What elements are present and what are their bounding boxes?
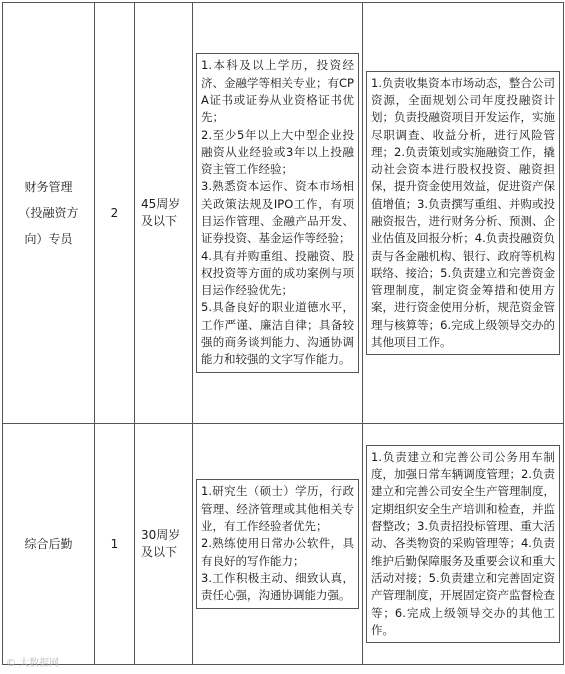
requirements-text: 1.研究生（硕士）学历，行政管理、经济管理或其他相关专业，有工作经验者优先； 2.熟练使用日常办公软件，具有良好的写作能力； 3.工作积极主动、细致认真，责任心强，沟通协调能力强。	[196, 479, 359, 608]
duties-text: 1.负责建立和完善公司公务用车制度，加强日常车辆调度管理；2.负责建立和完善公司安全生产管理制度，定期组织安全生产培训和检查，并监督整改；3.负责招投标管理、重大活动、各类物资的采购管理等；4.负责维护后勤保障服务及重要会议和重大活动对接；5.负责建立和完善固定资产管理制度，开展固定资产监督检查等；6.完成上级领导交办的其他工作。	[366, 445, 560, 643]
age-cell	[135, 424, 193, 665]
age-line: 45周岁	[141, 197, 181, 211]
position-cell	[3, 3, 95, 424]
requirements-text: 1.本科及以上学历，投资经济、金融学等相关专业；有CPA证书或证券从业资格证书优先； 2.至少5年以上大中型企业投融资从业经验或3年以上投融资主管工作经验； 3.熟悉资本运作、资本市场相关政策法规及IPO工作，有项目运作管理、金融产品开发、证券投资、基金运作等经验； 4.具有并购重组、投融资、股权投资等方面的成功案例与项目运作经验优先； 5.具备良好的职业道德水平，工作严谨、廉洁自律；具备较强的商务谈判能力、沟通协调能力和较强的文字写作能力。	[196, 53, 359, 372]
position-line: 向）专员	[24, 232, 73, 246]
age-cell	[135, 3, 193, 424]
age-line: 30周岁	[141, 528, 181, 542]
requirements-cell	[193, 424, 363, 665]
table-row	[3, 424, 564, 665]
position-line: 财务管理	[24, 180, 73, 194]
requirements-cell	[193, 3, 363, 424]
headcount-cell	[95, 424, 135, 665]
watermark: © 大数据网	[6, 658, 60, 669]
headcount-value: 1	[110, 537, 119, 551]
position-line: （投融资方	[18, 206, 79, 220]
job-table	[2, 2, 564, 665]
headcount-value: 2	[110, 206, 119, 220]
table-row	[3, 3, 564, 424]
duties-cell	[363, 3, 564, 424]
headcount-cell	[95, 3, 135, 424]
age-line: 及以下	[141, 545, 178, 559]
duties-cell	[363, 424, 564, 665]
age-line: 及以下	[141, 214, 178, 228]
duties-text: 1.负责收集资本市场动态，整合公司资源，全面规划公司年度投融资计划；负责投融资项目开发运作，实施尽职调查、收益分析，进行风险管理；2.负责策划或实施融资工作，撬动社会资本进行股权投资、融资担保，提升资金使用效益，促进资产保值增值；3.负责撰写重组、并购或投融资报告，进行财务分析、预测、企业估值及回报分析；4.负责投融资负责与各金融机构、银行、政府等机构联络、接洽；5.负责建立和完善资金管理制度，制定资金筹措和使用方案，进行资金使用分析，规范资金管理与核算等；6.完成上级领导交办的其他项目工作。	[366, 71, 560, 356]
position-line: 综合后勤	[24, 537, 73, 551]
position-cell	[3, 424, 95, 665]
